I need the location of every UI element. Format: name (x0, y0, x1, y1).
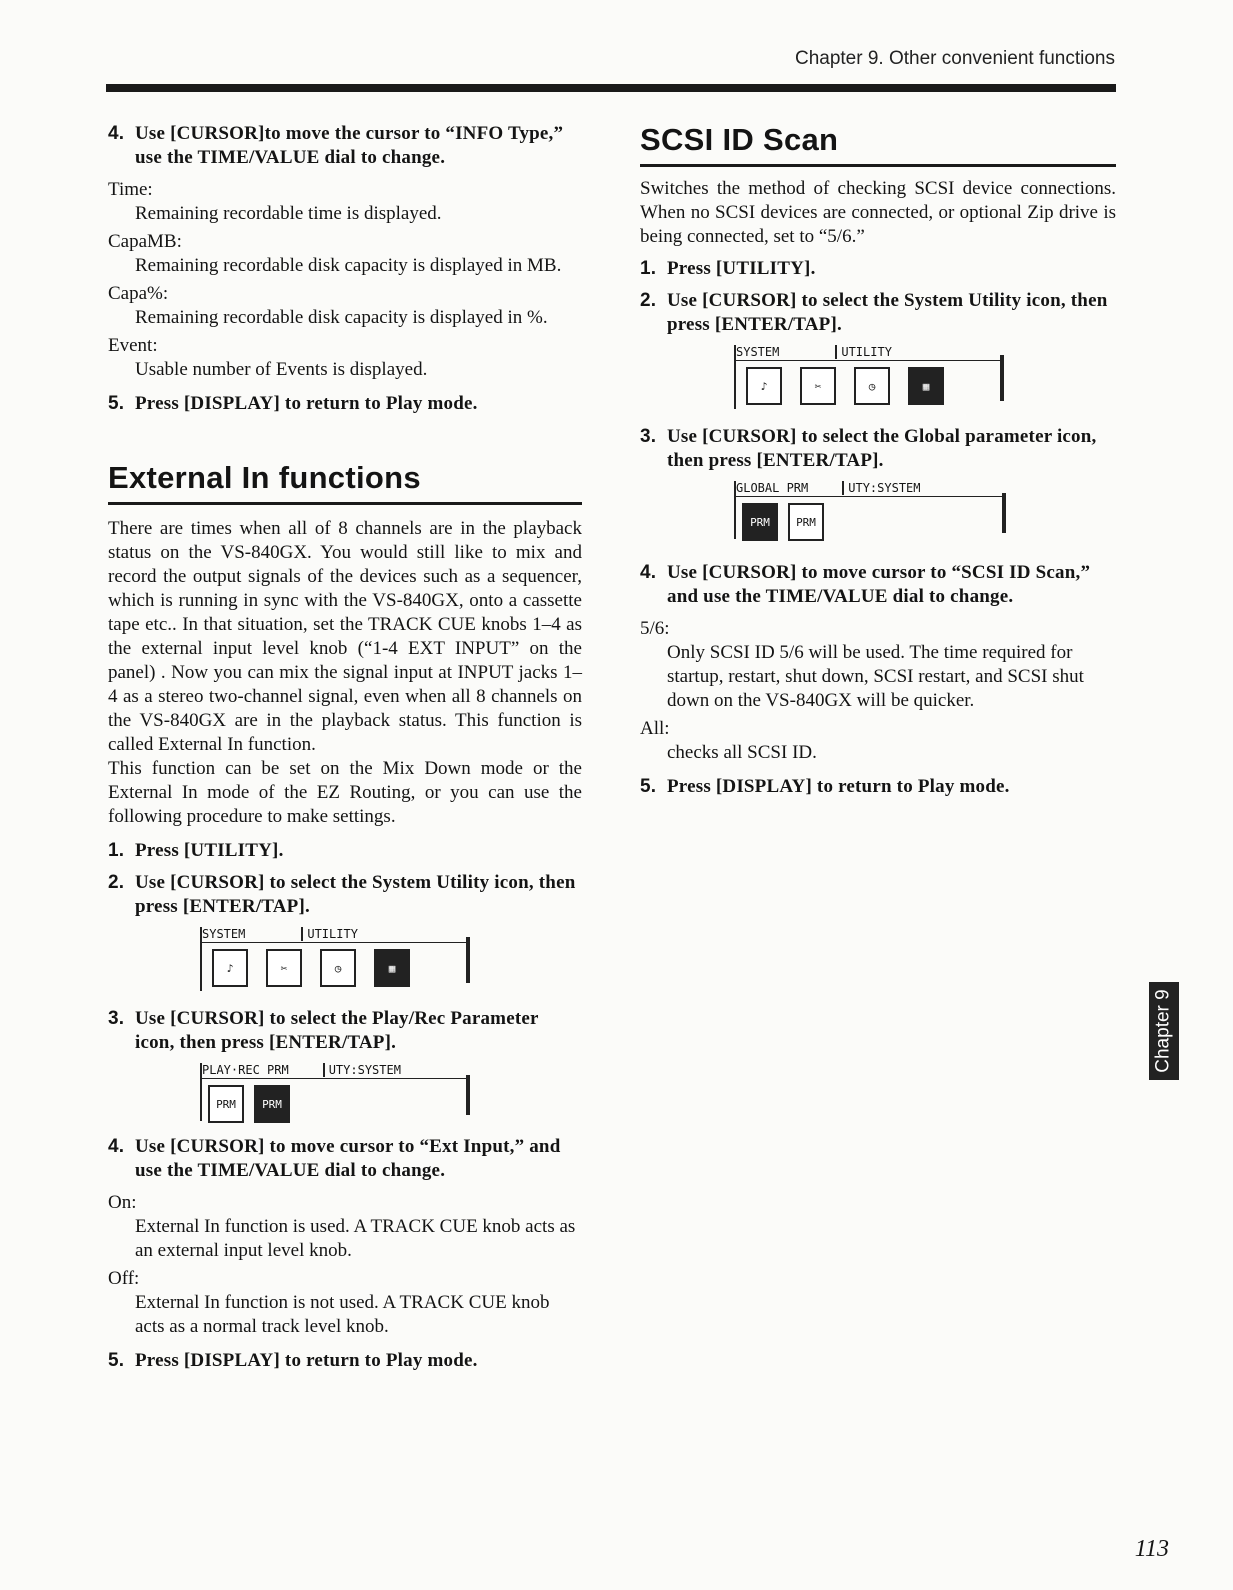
play-rec-prm-icon: PRM (208, 1085, 244, 1123)
lcd-uty-system-label: UTY:SYSTEM (323, 1063, 401, 1077)
ext-step-3: 3. Use [CURSOR] to select the Play/Rec Parameter icon, then press [ENTER/TAP]. (108, 1008, 539, 1053)
prm-play-icon: PRM (788, 503, 824, 541)
lcd-play-rec-parameter-screen (200, 1063, 470, 1121)
global-prm-icon: PRM (742, 503, 778, 541)
header-rule (106, 84, 1116, 92)
desc-on: External In function is used. A TRACK CUE knob acts as an external input level knob. (135, 1216, 576, 1261)
chapter-side-tab: Chapter 9 (1149, 982, 1179, 1080)
prm-play-icon: PRM (254, 1085, 290, 1123)
scsi-step-1: 1. Press [UTILITY]. (640, 258, 816, 279)
clock-icon: ◷ (320, 949, 356, 987)
ext-step-4: 4. Use [CURSOR] to move cursor to “Ext Input,” and use the TIME/VALUE dial to change. (108, 1136, 561, 1181)
external-in-paragraph-2: This function can be set on the Mix Down mode or the External In mode of the EZ Routing, or you can use the following procedure to make settings. (108, 758, 582, 827)
lcd-system-label: SYSTEM (202, 927, 246, 941)
lcd-play-rec-label: PLAY·REC PRM (202, 1063, 289, 1077)
desc-time: Remaining recordable time is displayed. (135, 203, 442, 224)
term-off: Off: (108, 1268, 140, 1289)
scsi-step-3: 3. Use [CURSOR] to select the Global parameter icon, then press [ENTER/TAP]. (640, 426, 1097, 471)
song-icon: ♪ (212, 949, 248, 987)
mixer-icon: ✂ (800, 367, 836, 405)
clock-icon: ◷ (854, 367, 890, 405)
right-column (640, 122, 1116, 807)
ext-step-1: 1. Press [UTILITY]. (108, 840, 284, 861)
lcd-global-parameter-screen (734, 481, 1006, 539)
term-capamb: CapaMB: (108, 231, 182, 252)
page-number: 113 (1134, 1536, 1169, 1562)
desc-event: Usable number of Events is displayed. (135, 359, 428, 380)
disk-icon: ▦ (908, 367, 944, 405)
step-4-info-type: 4. Use [CURSOR]to move the cursor to “INFO Type,” use the TIME/VALUE dial to change. (108, 123, 564, 168)
term-time: Time: (108, 179, 153, 200)
lcd-uty-system-label: UTY:SYSTEM (842, 481, 920, 495)
section-title-external-in: External In functions (108, 460, 582, 505)
term-on: On: (108, 1192, 137, 1213)
external-in-paragraph-1: There are times when all of 8 channels are in the playback status on the VS-840GX. You would still like to mix and record the output signals of the devices such as a sequencer, which is running in sync with the VS-840GX, onto a cassette tape etc.. In that situation, set the TRACK CUE knobs 1–4 as the external input level knob (“1-4 EXT INPUT” on the panel) . Now you can mix the signal input at INPUT jacks 1–4 as a stereo two-channel signal, even when all 8 channels on the VS-840GX are in the playback status. This function is called External In function. (108, 518, 582, 755)
term-capa-percent: Capa%: (108, 283, 169, 304)
desc-5-6: Only SCSI ID 5/6 will be used. The time required for startup, restart, shut down, SCSI restart, and SCSI shut down on the VS-840GX will be quicker. (667, 642, 1084, 711)
song-icon: ♪ (746, 367, 782, 405)
section-title-scsi-id-scan: SCSI ID Scan (640, 122, 1116, 167)
scsi-intro-paragraph: Switches the method of checking SCSI device connections. When no SCSI devices are connected, or optional Zip drive is being connected, set to “5/6.” (640, 178, 1116, 247)
lcd-global-prm-label: GLOBAL PRM (736, 481, 809, 495)
lcd-system-utility-screen-right (734, 345, 1004, 409)
chapter-title: Chapter 9. Other convenient functions (794, 48, 1115, 69)
disk-icon: ▦ (374, 949, 410, 987)
term-event: Event: (108, 335, 158, 356)
desc-off: External In function is not used. A TRACK CUE knob acts as a normal track level knob. (135, 1292, 550, 1337)
term-all: All: (640, 718, 670, 739)
scsi-step-5: 5. Press [DISPLAY] to return to Play mode. (640, 776, 1010, 797)
term-5-6: 5/6: (640, 618, 670, 639)
lcd-utility-label: UTILITY (835, 345, 892, 359)
lcd-system-utility-screen (200, 927, 470, 991)
desc-all: checks all SCSI ID. (667, 742, 817, 763)
scsi-step-2: 2. Use [CURSOR] to select the System Utility icon, then press [ENTER/TAP]. (640, 290, 1108, 335)
lcd-system-label: SYSTEM (736, 345, 780, 359)
ext-step-2: 2. Use [CURSOR] to select the System Utility icon, then press [ENTER/TAP]. (108, 872, 576, 917)
desc-capa-percent: Remaining recordable disk capacity is displayed in %. (135, 307, 548, 328)
ext-step-5: 5. Press [DISPLAY] to return to Play mode. (108, 1350, 478, 1371)
scsi-step-4: 4. Use [CURSOR] to move cursor to “SCSI ID Scan,” and use the TIME/VALUE dial to change. (640, 562, 1091, 607)
mixer-icon: ✂ (266, 949, 302, 987)
desc-capamb: Remaining recordable disk capacity is displayed in MB. (135, 255, 562, 276)
lcd-utility-label: UTILITY (301, 927, 358, 941)
left-column (108, 122, 582, 1381)
step-5-display: 5. Press [DISPLAY] to return to Play mode. (108, 393, 478, 414)
